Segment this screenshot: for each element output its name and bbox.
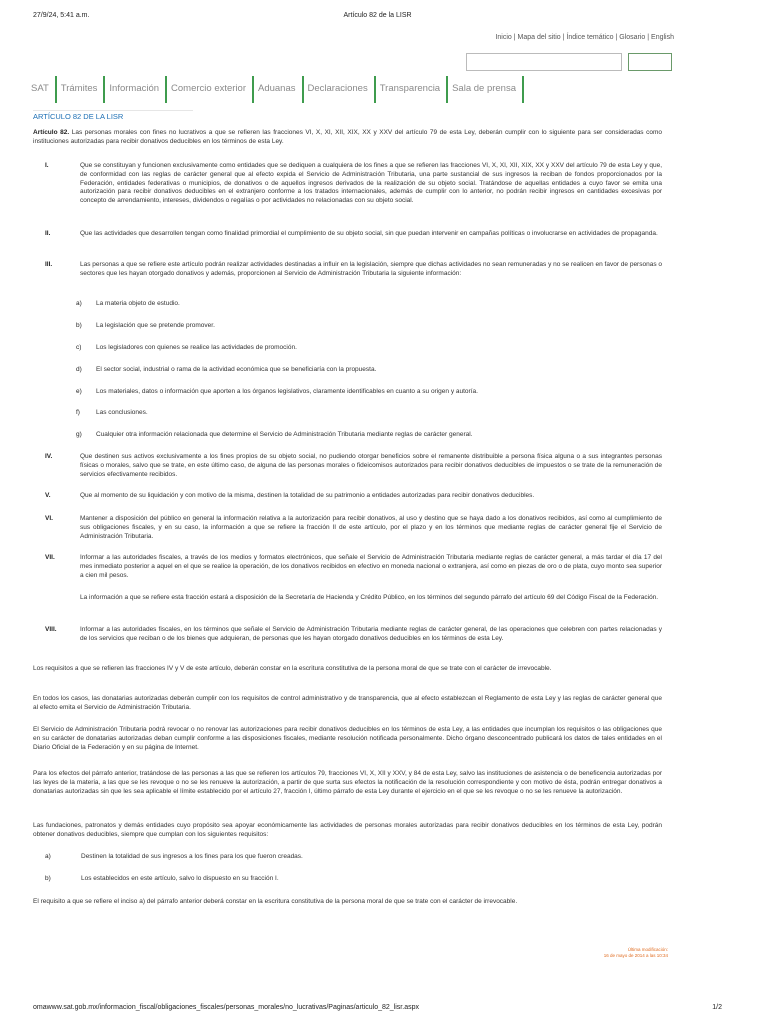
sub-item-text: La materia objeto de estudio. bbox=[96, 300, 180, 307]
paragraph: Los requisitos a que se refieren las fracciones IV y V de este artículo, deberán constar en la escritura constitutiva de la persona moral de que se trate con el carácter de irrevocable. bbox=[33, 665, 552, 672]
fraction-number: V. bbox=[45, 492, 51, 499]
top-links: Inicio | Mapa del sitio | Índice temático | Glosario | English bbox=[495, 34, 674, 41]
fraction-text: Las personas a que se refiere este artículo podrán realizar actividades destinadas a influir en la legislación, siempre que dichas actividades no sean remuneradas y no se realicen en favor de personas o sectores que les hayan otorgado donativos y además, proporcionen al Servicio de Administración Tributaria la siguiente información: bbox=[80, 261, 662, 277]
sub-item-letter: c) bbox=[76, 344, 82, 351]
print-date: 27/9/24, 5:41 a.m. bbox=[33, 12, 90, 19]
paragraph: En todos los casos, las donatarias autorizadas deberán cumplir con los requisitos de control administrativo y de transparencia, que al efecto establezcan el Reglamento de esta Ley y las reglas de carácter general que al efecto emita el Servicio de Administración Tributaria. bbox=[33, 695, 662, 711]
page-title-text: ARTÍCULO 82 DE LA LISR bbox=[33, 112, 124, 121]
sub-item-letter: a) bbox=[76, 300, 82, 307]
main-nav bbox=[27, 76, 524, 103]
nav-item-transparencia[interactable]: Transparencia bbox=[376, 76, 448, 103]
title-divider bbox=[33, 110, 193, 111]
nav-item-sala-prensa[interactable]: Sala de prensa bbox=[448, 76, 524, 103]
print-title: Artículo 82 de la LISR bbox=[343, 12, 412, 19]
fraction-text: Que al momento de su liquidación y con motivo de la misma, destinen la totalidad de su patrimonio a entidades autorizadas para recibir donativos deducibles. bbox=[80, 492, 535, 499]
page-url: omawww.sat.gob.mx/informacion_fiscal/obligaciones_fiscales/personas_morales/no_lucrativas/Paginas/articulo_82_lisr.aspx bbox=[33, 1004, 419, 1011]
nav-item-comercio-exterior[interactable]: Comercio exterior bbox=[167, 76, 254, 103]
fraction-text: Informar a las autoridades fiscales, a través de los medios y formatos electrónicos, que señale el Servicio de Administración Tributaria mediante reglas de carácter general, a más tardar el día 17 del mes inmediato posterior a aquel en el que se realice la operación, de los donativos recibidos en efectivo en moneda nacional o extranjera, así como en piezas de oro o de plata, cuyo monto sea superior a cien mil pesos. bbox=[80, 554, 662, 579]
fraction-number: III. bbox=[45, 261, 53, 268]
sub-item-letter: e) bbox=[76, 388, 82, 395]
page-title bbox=[33, 112, 123, 121]
nav-item-declaraciones[interactable]: Declaraciones bbox=[304, 76, 376, 103]
intro-label: Artículo 82. bbox=[33, 129, 70, 136]
link-glosario[interactable]: Glosario bbox=[619, 34, 646, 41]
fraction-number: VIII. bbox=[45, 626, 57, 633]
paragraph: Para los efectos del párrafo anterior, tratándose de las personas a las que se refieren los artículos 79, fracciones VI, X, XII y XXV, y 84 de esta Ley, salvo las instituciones de asistencia o de beneficencia autorizadas por las leyes de la materia, a las que se les revoque o no se les renueve la autorización, a partir de que surta sus efectos la notificación de la resolución correspondiente y con motivo de ésta, podrán entregar donativos a donatarias autorizadas sin que les sea aplicable el límite establecido por el artículo 27, fracción I, último párrafo de esta Ley durante el ejercicio en el que se les revoque o no se les renueve la autorización. bbox=[33, 770, 662, 795]
print-footer bbox=[33, 1004, 722, 1011]
requirement-text: Los establecidos en este artículo, salvo lo dispuesto en su fracción I. bbox=[81, 875, 279, 882]
intro-paragraph bbox=[33, 129, 662, 147]
fraction-text: Que las actividades que desarrollen tengan como finalidad primordial el cumplimiento de su objeto social, sin que puedan intervenir en campañas políticas o involucrarse en actividades de propaganda. bbox=[80, 230, 658, 237]
sub-item-letter: g) bbox=[76, 431, 82, 438]
sub-item-text: Los legisladores con quienes se realice las actividades de promoción. bbox=[96, 344, 297, 351]
requirement-letter: b) bbox=[45, 875, 51, 882]
sub-item-text: La legislación que se pretende promover. bbox=[96, 322, 215, 329]
link-inicio[interactable]: Inicio bbox=[495, 34, 512, 41]
fraction-number: II. bbox=[45, 230, 51, 237]
fraction-number: IV. bbox=[45, 453, 53, 460]
page-number: 1/2 bbox=[712, 1004, 722, 1011]
requirement-letter: a) bbox=[45, 853, 51, 860]
search-button[interactable] bbox=[628, 53, 672, 71]
fraction-continuation-text: La información a que se refiere esta fracción estará a disposición de la Secretaría de Hacienda y Crédito Público, en los términos del segundo párrafo del artículo 69 del Código Fiscal de la Federación. bbox=[80, 594, 659, 601]
paragraph: Las fundaciones, patronatos y demás entidades cuyo propósito sea apoyar económicamente las actividades de personas morales autorizadas para recibir donativos deducibles en los términos de esta Ley, podrán obtener donativos deducibles, siempre que cumplan con los siguientes requisitos: bbox=[33, 822, 662, 838]
last-modified-date: 16 de mayo de 2014 a las 10:34 bbox=[603, 953, 668, 958]
search-input[interactable] bbox=[466, 53, 622, 71]
sub-item-letter: f) bbox=[76, 409, 80, 416]
fraction-text: Informar a las autoridades fiscales, en los términos que señale el Servicio de Administración Tributaria mediante reglas de carácter general, de las operaciones que celebren con partes relacionadas y de los servicios que reciban o de los bienes que adquieran, de personas que les hayan otorgado donativos deducibles en los términos de esta Ley. bbox=[80, 626, 662, 642]
sub-item-text: Cualquier otra información relacionada que determine el Servicio de Administración Tributaria mediante reglas de carácter general. bbox=[96, 431, 473, 438]
closing-paragraph: El requisito a que se refiere el inciso a) del párrafo anterior deberá constar en la escritura constitutiva de la persona moral de que se trate con el carácter de irrevocable. bbox=[33, 898, 518, 905]
sub-item-text: Los materiales, datos o información que aporten a los órganos legislativos, claramente identificables en cuanto a su origen y autoría. bbox=[96, 388, 478, 395]
fraction-text: Que destinen sus activos exclusivamente a los fines propios de su objeto social, no pudiendo otorgar beneficios sobre el remanente distribuible a persona física alguna o a sus integrantes personas físicas o morales, salvo que se trate, en este último caso, de alguna de las personas morales o fideicomisos autorizados para recibir donativos deducibles de impuestos o se trate de la remuneración de servicios efectivamente recibidos. bbox=[80, 453, 662, 478]
fraction-text: Que se constituyan y funcionen exclusivamente como entidades que se dediquen a cualquiera de los fines a que se refieren las fracciones VI, X, XI, XII, XIX, XX y XXV del artículo 79 de esta Ley y que, de conformidad con las reglas de carácter general que al efecto expida el Servicio de Administración Tributaria, una parte sustancial de sus ingresos la reciban de fondos proporcionados por la Federación, entidades federativas o municipios, de donativos o de aquellos ingresos derivados de la realización de su objeto social. Tratándose de aquellas entidades a cuyo favor se emita una autorización para recibir donativos deducibles en el extranjero conforme a los tratados internacionales, además de cumplir con lo anterior, no podrán recibir ingresos en cantidades excesivas por concepto de arrendamiento, intereses, dividendos o regalías o por actividades no relacionadas con su objeto social. bbox=[80, 162, 662, 205]
link-english[interactable]: English bbox=[651, 34, 674, 41]
sub-item-text: Las conclusiones. bbox=[96, 409, 148, 416]
fraction-number: VII. bbox=[45, 554, 55, 561]
nav-item-informacion[interactable]: Información bbox=[105, 76, 167, 103]
fraction-number: I. bbox=[45, 162, 49, 169]
sub-item-letter: d) bbox=[76, 366, 82, 373]
nav-item-aduanas[interactable]: Aduanas bbox=[254, 76, 304, 103]
requirement-text: Destinen la totalidad de sus ingresos a los fines para los que fueron creadas. bbox=[81, 853, 303, 860]
link-indice-tematico[interactable]: Índice temático bbox=[566, 34, 614, 41]
sub-item-letter: b) bbox=[76, 322, 82, 329]
fraction-text: Mantener a disposición del público en general la información relativa a la autorización para recibir donativos, al uso y destino que se haya dado a los donativos recibidos, así como al cumplimiento de sus obligaciones fiscales, y en su caso, la información a que se refiere la fracción II de este artículo, por el plazo y en los términos que mediante reglas de carácter general fije el Servicio de Administración Tributaria. bbox=[80, 515, 662, 540]
fraction-number: VI. bbox=[45, 515, 53, 522]
last-modified bbox=[604, 947, 668, 959]
nav-item-tramites[interactable]: Trámites bbox=[57, 76, 106, 103]
intro-text: Las personas morales con fines no lucrativos a que se refieren las fracciones VI, X, XI, XII, XIX, XX y XXV del artículo 79 de esta Ley, deberán cumplir con lo siguiente para ser consideradas como instituciones autorizadas para recibir donativos deducibles en los términos de esta Ley. bbox=[33, 129, 663, 145]
nav-item-sat[interactable]: SAT bbox=[27, 76, 57, 103]
paragraph: El Servicio de Administración Tributaria podrá revocar o no renovar las autorizaciones para recibir donativos deducibles en los términos de esta Ley, a las entidades que incumplan los requisitos o las obligaciones que en su carácter de donatarias autorizadas deban cumplir conforme a las disposiciones fiscales, mediante resolución notificada personalmente. Dicho órgano desconcentrado publicará los datos de tales entidades en el Diario Oficial de la Federación y en su página de Internet. bbox=[33, 726, 662, 751]
sub-item-text: El sector social, industrial o rama de la actividad económica que se beneficiaría con la propuesta. bbox=[96, 366, 377, 373]
last-modified-label: Última modificación: bbox=[627, 947, 668, 952]
print-header bbox=[33, 12, 722, 22]
link-mapa-sitio[interactable]: Mapa del sitio bbox=[517, 34, 561, 41]
